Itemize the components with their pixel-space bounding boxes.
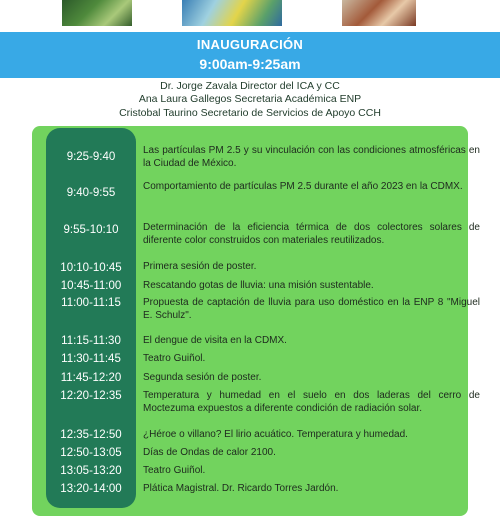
header-photo-city [342,0,416,26]
header-photo-painting [182,0,282,26]
schedule-time: 11:45-12:20 [60,372,122,384]
schedule-description: Plática Magistral. Dr. Ricardo Torres Jardón. [143,483,339,494]
schedule-description: ¿Héroe o villano? El lirio acuático. Temperatura y humedad. [143,429,408,440]
schedule-description: Temperatura y humedad en el suelo en dos laderas del cerro de Moctezuma expuestos a diferente condición de radiación solar. [143,390,480,414]
schedule-time: 13:05-13:20 [60,465,122,477]
schedule-time: 12:50-13:05 [60,447,122,459]
schedule-description: El dengue de visita en la CDMX. [143,335,287,346]
schedule-time: 12:20-12:35 [60,390,122,402]
schedule-description: Teatro Guiñol. [143,353,206,364]
schedule-time: 9:40-9:55 [66,187,116,199]
schedule-time: 11:00-11:15 [61,297,121,309]
schedule-description: Segunda sesión de poster. [143,372,262,383]
schedule-time: 11:30-11:45 [61,353,121,365]
schedule-time: 9:25-9:40 [66,151,116,163]
schedule-time: 11:15-11:30 [61,335,121,347]
speakers-list [0,80,500,120]
speaker-line: Ana Laura Gallegos Secretaria Académica ENP [138,93,362,106]
banner-title: INAUGURACIÓN [196,37,304,52]
schedule-time: 13:20-14:00 [60,483,122,495]
schedule-description: Rescatando gotas de lluvia: una misión sustentable. [143,280,374,291]
schedule-description: Propuesta de captación de lluvia para uso doméstico en la ENP 8 "Miguel E. Schulz". [143,297,480,321]
speaker-line: Cristobal Taurino Secretario de Servicios de Apoyo CCH [119,106,381,119]
schedule-description: Las partículas PM 2.5 y su vinculación con las condiciones atmosféricas en la Ciudad de México. [143,145,480,169]
schedule-time: 12:35-12:50 [60,429,122,441]
schedule-time: 10:45-11:00 [60,280,122,292]
schedule-description: Comportamiento de partículas PM 2.5 durante el año 2023 en la CDMX. [143,181,463,192]
header-photo-forest [62,0,132,26]
banner-time: 9:00am-9:25am [199,56,301,72]
speaker-line: Dr. Jorge Zavala Director del ICA y CC [160,80,340,92]
inauguration-banner [0,32,500,78]
schedule-description: Días de Ondas de calor 2100. [143,447,276,458]
schedule-description: Teatro Guiñol. [143,465,206,476]
schedule-description: Primera sesión de poster. [143,261,257,272]
schedule-description: Determinación de la eficiencia térmica de dos colectores solares de diferente color construidos con materiales reutilizados. [143,222,480,246]
schedule-time: 9:55-10:10 [63,224,119,236]
schedule-time: 10:10-10:45 [60,262,122,274]
